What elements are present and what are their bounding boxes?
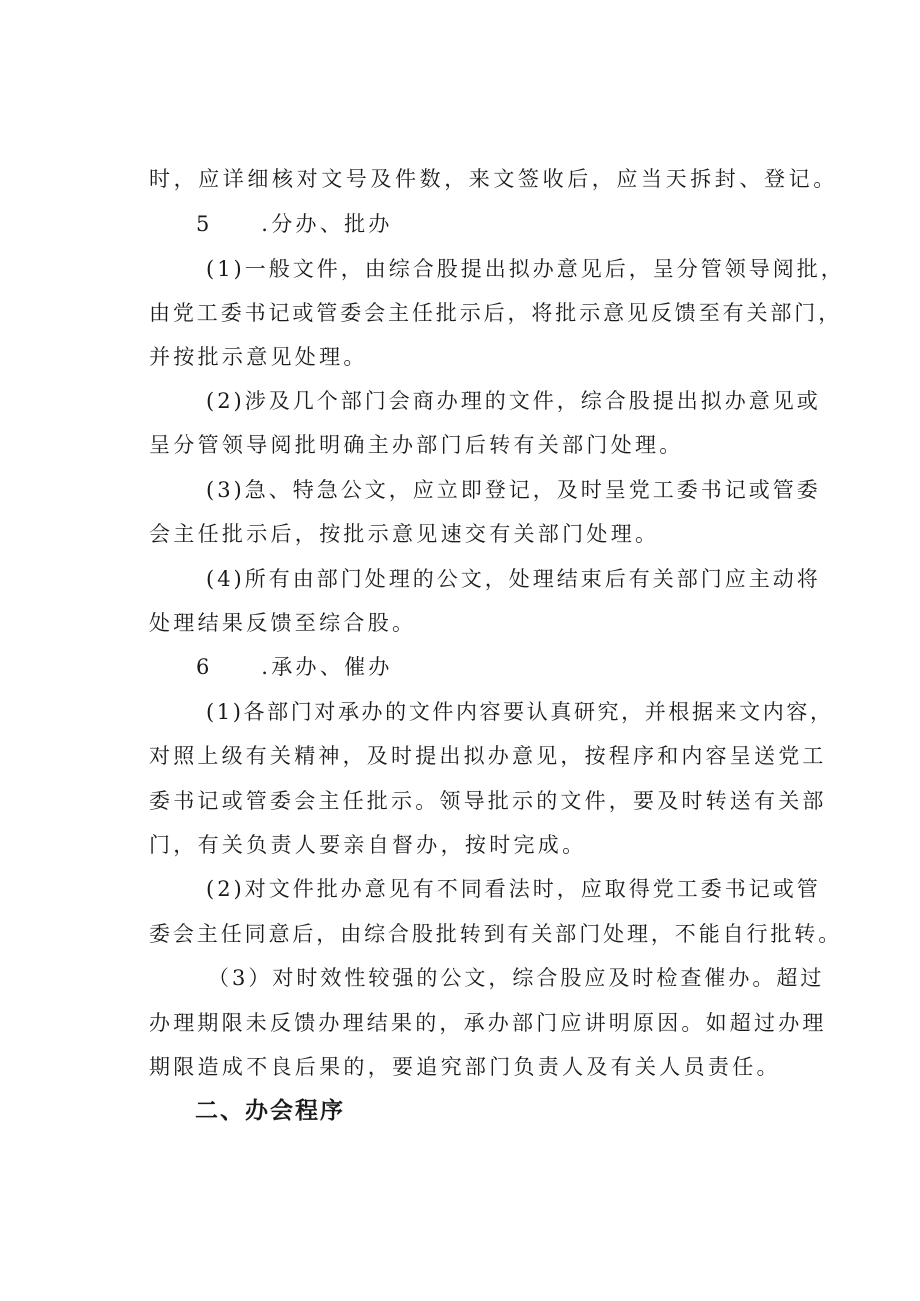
paragraph-line: （3）对时效性较强的公文，综合股应及时检查催办。超过 bbox=[208, 966, 825, 990]
section-item-5-title: 5 .分办、批办 bbox=[196, 212, 393, 236]
paragraph-line: 期限造成不良后果的，要追究部门负责人及有关人员责任。 bbox=[149, 1055, 781, 1079]
section-heading: 二、办会程序 bbox=[195, 1098, 345, 1124]
paragraph-line: 委会主任同意后，由综合股批转到有关部门处理，不能自行批转。 bbox=[149, 922, 843, 946]
paragraph-line: 对照上级有关精神，及时提出拟办意见，按程序和内容呈送党工 bbox=[149, 744, 827, 768]
paragraph-line: 办理期限未反馈办理结果的，承办部门应讲明原因。如超过办理 bbox=[149, 1011, 827, 1035]
paragraph-line: (1)各部门对承办的文件内容要认真研究，并根据来文内容， bbox=[206, 700, 834, 724]
paragraph-line: 门，有关负责人要亲自督办，按时完成。 bbox=[149, 833, 587, 857]
paragraph-line: (2)对文件批办意见有不同看法时，应取得党工委书记或管 bbox=[206, 877, 821, 901]
paragraph-line: 委书记或管委会主任批示。领导批示的文件，要及时转送有关部 bbox=[149, 789, 827, 813]
paragraph-line: 处理结果反馈至综合股。 bbox=[149, 611, 417, 635]
paragraph-line: 由党工委书记或管委会主任批示后，将批示意见反馈至有关部门， bbox=[149, 301, 843, 325]
paragraph-line: 会主任批示后，按批示意见速交有关部门处理。 bbox=[149, 522, 660, 546]
paragraph-line: (4)所有由部门处理的公文，处理结束后有关部门应主动将 bbox=[206, 567, 821, 591]
paragraph-line: (1)一般文件，由综合股提出拟办意见后，呈分管领导阅批， bbox=[206, 257, 845, 281]
paragraph-line: 并按批示意见处理。 bbox=[149, 345, 368, 369]
paragraph-line: 时，应详细核对文号及件数，来文签收后，应当天拆封、登记。 bbox=[149, 167, 838, 191]
section-item-6-title: 6 .承办、催办 bbox=[196, 655, 393, 679]
paragraph-line: 呈分管领导阅批明确主办部门后转有关部门处理。 bbox=[149, 433, 684, 457]
paragraph-line: (3)急、特急公文，应立即登记，及时呈党工委书记或管委 bbox=[206, 478, 821, 502]
paragraph-line: (2)涉及几个部门会商办理的文件，综合股提出拟办意见或 bbox=[206, 389, 821, 413]
